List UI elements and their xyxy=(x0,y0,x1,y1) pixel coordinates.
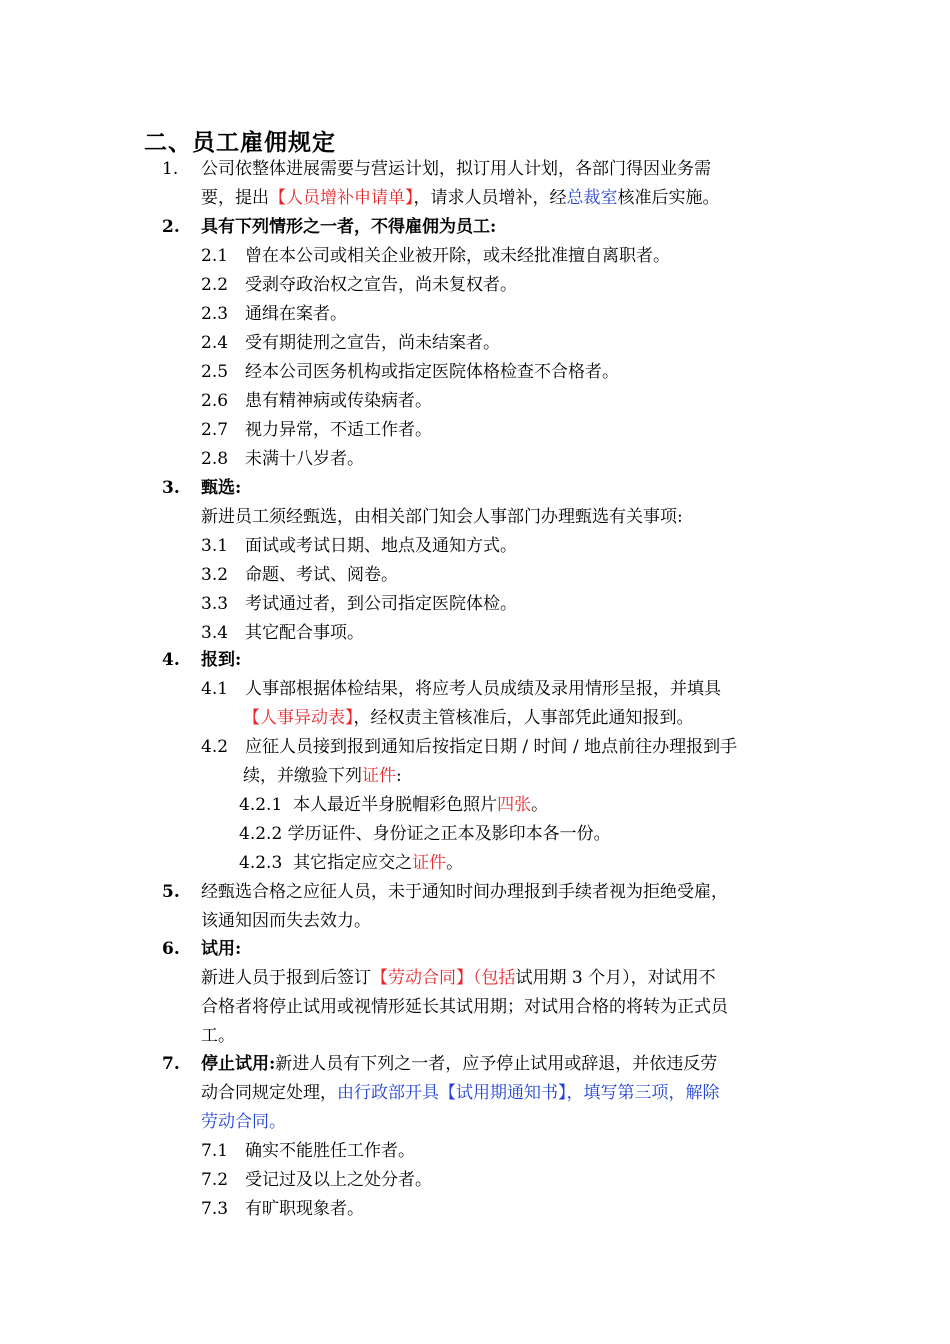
paragraph-line xyxy=(243,706,694,730)
sub-item-text: 人事部根据体检结果，将应考人员成绩及录用情形呈报，并填具 xyxy=(245,679,721,699)
item-number: 7. xyxy=(162,1054,180,1074)
sub-sub-item xyxy=(239,851,463,875)
sub-item-text: 患有精神病或传染病者。 xyxy=(245,391,432,411)
text-span: 动合同规定处理， xyxy=(201,1083,337,1103)
text-span: 新进人员有下列之一者，应予停止试用或辞退，并依违反劳 xyxy=(275,1054,718,1074)
sub-item-number: 3.1 xyxy=(201,536,229,556)
sub-item-number: 2.3 xyxy=(201,304,229,324)
text-span: 。 xyxy=(446,853,464,873)
form-reference: 【人事异动表】 xyxy=(243,708,354,728)
sub-item xyxy=(201,1168,432,1192)
sub-item xyxy=(201,302,347,326)
sub-item-number: 4.1 xyxy=(201,679,229,699)
sub-sub-item xyxy=(239,793,548,817)
sub-item-number: 2.2 xyxy=(201,275,229,295)
paragraph-line: 经甄选合格之应征人员，未于通知时间办理报到手续者视为拒绝受雇， xyxy=(201,882,728,902)
sub-item-text: 受有期徒刑之宣告，尚未结案者。 xyxy=(245,333,500,353)
sub-item-number: 4.2 xyxy=(201,737,229,757)
text-span: 其它指定应交之 xyxy=(293,853,413,873)
sub-item-text: 经本公司医务机构或指定医院体格检查不合格者。 xyxy=(245,362,619,382)
sub-item-text: 应征人员接到报到通知后按指定日期 / 时间 / 地点前往办理报到手 xyxy=(245,737,738,757)
department-reference: 总裁室 xyxy=(566,188,618,208)
paragraph-line: 合格者将停止试用或视情形延长其试用期；对试用合格的将转为正式员 xyxy=(201,997,728,1017)
text-span: : xyxy=(396,766,402,786)
sub-item xyxy=(201,360,619,384)
text-span: 本人最近半身脱帽彩色照片 xyxy=(293,795,498,815)
sub-item-number: 3.3 xyxy=(201,594,229,614)
highlight-text: 证件 xyxy=(412,853,447,873)
paragraph-line xyxy=(243,764,402,788)
item-number: 5. xyxy=(162,882,180,902)
form-reference: 【人员增补申请单】 xyxy=(269,188,414,208)
paragraph-line: 劳动合同。 xyxy=(201,1112,286,1132)
text-span: 。 xyxy=(531,795,549,815)
sub-item-text: 其它配合事项。 xyxy=(245,623,364,643)
sub-item-text: 确实不能胜任工作者。 xyxy=(245,1141,415,1161)
sub-item-number: 3.4 xyxy=(201,623,229,643)
sub-item-text: 视力异常，不适工作者。 xyxy=(245,420,432,440)
item-number: 4. xyxy=(162,650,180,670)
form-reference: 【劳动合同】（包括 xyxy=(371,968,516,988)
item-number: 6. xyxy=(162,939,180,959)
sub-item-text: 曾在本公司或相关企业被开除，或未经批准擅自离职者。 xyxy=(245,246,670,266)
sub-item xyxy=(201,735,737,759)
text-span: 试用期 3 个月），对试用不 xyxy=(515,968,716,988)
item-heading: 具有下列情形之一者，不得雇佣为员工: xyxy=(201,217,497,237)
sub-item xyxy=(201,563,398,587)
item-number: 1. xyxy=(162,159,179,179)
sub-item-text: 考试通过者，到公司指定医院体检。 xyxy=(245,594,517,614)
text-span: ，经权责主管核准后，人事部凭此通知报到。 xyxy=(353,708,694,728)
sub-item xyxy=(201,244,670,268)
sub-item xyxy=(201,331,500,355)
item-heading: 甄选: xyxy=(201,478,242,498)
procedure-reference: 由行政部开具【试用期通知书】，填写第三项，解除 xyxy=(337,1083,720,1103)
sub-item-text: 通缉在案者。 xyxy=(245,304,347,324)
item-heading: 试用: xyxy=(201,939,242,959)
paragraph-line xyxy=(201,1052,717,1076)
sub-item-text: 受剥夺政治权之宣告，尚未复权者。 xyxy=(245,275,517,295)
sub-item-number: 2.4 xyxy=(201,333,229,353)
item-heading: 停止试用: xyxy=(201,1054,276,1074)
sub-item xyxy=(201,1197,364,1221)
sub-item-text: 面试或考试日期、地点及通知方式。 xyxy=(245,536,517,556)
sub-item xyxy=(201,447,364,471)
sub-item xyxy=(201,389,432,413)
paragraph-line: 公司依整体进展需要与营运计划，拟订用人计划，各部门得因业务需 xyxy=(201,159,711,179)
sub-item-number: 7.3 xyxy=(201,1199,229,1219)
sub-item xyxy=(201,418,432,442)
sub-item xyxy=(201,273,517,297)
highlight-text: 四张 xyxy=(497,795,532,815)
text-span: 续，并缴验下列 xyxy=(243,766,362,786)
paragraph-line xyxy=(201,966,716,990)
paragraph-line xyxy=(201,1081,720,1105)
text-span: ，请求人员增补，经 xyxy=(413,188,567,208)
sub-item-text: 命题、考试、阅卷。 xyxy=(245,565,398,585)
sub-item-number: 7.2 xyxy=(201,1170,229,1190)
sub-item-text: 受记过及以上之处分者。 xyxy=(245,1170,432,1190)
text-span: 新进人员于报到后签订 xyxy=(201,968,371,988)
sub-item xyxy=(201,534,517,558)
sub-item-number: 2.5 xyxy=(201,362,229,382)
sub-item xyxy=(201,677,721,701)
sub-item-text: 未满十八岁者。 xyxy=(245,449,364,469)
sub-item-number: 4.2.1 xyxy=(239,795,283,815)
paragraph-line: 新进员工须经甄选，由相关部门知会人事部门办理甄选有关事项: xyxy=(201,507,683,527)
sub-item-number: 4.2.3 xyxy=(239,853,283,873)
item-number: 2. xyxy=(162,217,180,237)
paragraph-line: 工。 xyxy=(201,1026,235,1046)
sub-item-number: 2.6 xyxy=(201,391,229,411)
sub-item xyxy=(201,621,364,645)
paragraph-line xyxy=(201,186,720,210)
sub-item-number: 2.7 xyxy=(201,420,229,440)
item-number: 3. xyxy=(162,478,180,498)
sub-item xyxy=(201,592,517,616)
item-heading: 报到: xyxy=(201,650,242,670)
text-span: 核准后实施。 xyxy=(617,188,720,208)
sub-sub-item: 4.2.2 学历证件、身份证之正本及影印本各一份。 xyxy=(239,824,611,844)
sub-item-number: 2.8 xyxy=(201,449,229,469)
paragraph-line: 该通知因而失去效力。 xyxy=(201,911,371,931)
highlight-text: 证件 xyxy=(362,766,396,786)
text-span: 要，提出 xyxy=(201,188,269,208)
sub-item-number: 7.1 xyxy=(201,1141,229,1161)
sub-item-number: 3.2 xyxy=(201,565,229,585)
sub-item-number: 2.1 xyxy=(201,246,229,266)
section-title: 二、员工雇佣规定 xyxy=(144,130,336,156)
sub-item-text: 有旷职现象者。 xyxy=(245,1199,364,1219)
sub-item xyxy=(201,1139,415,1163)
